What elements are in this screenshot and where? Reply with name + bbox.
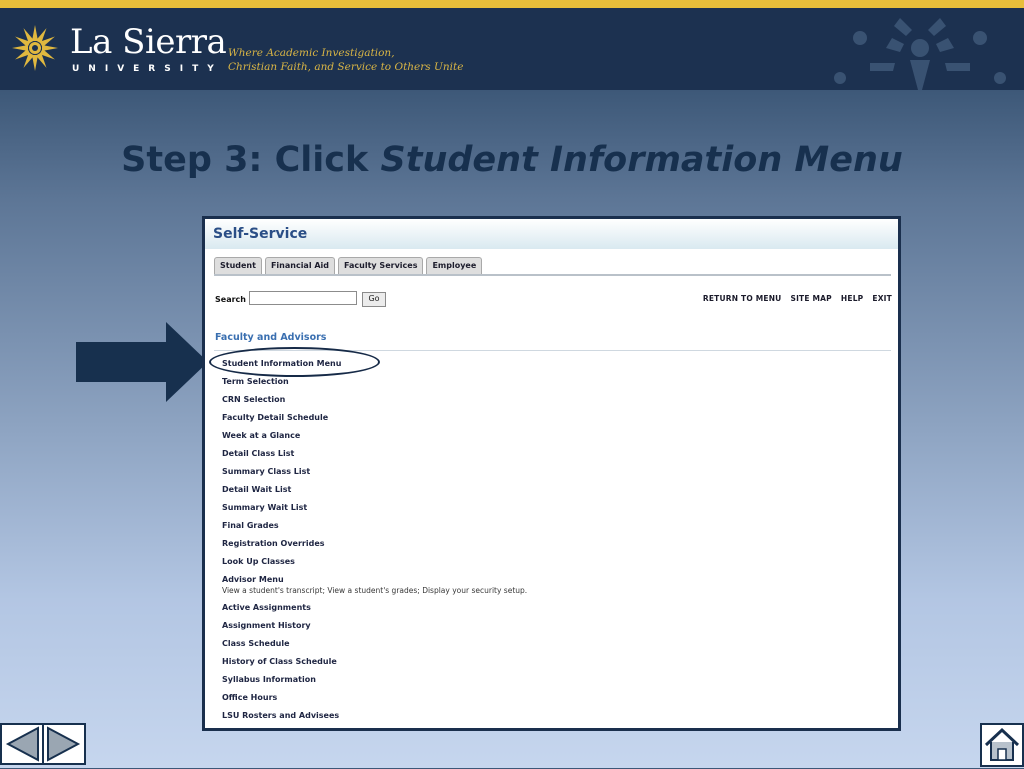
menu-item-history-of-class-schedule[interactable]: History of Class Schedule	[222, 657, 337, 666]
menu-item-lsu-rosters-and-advisees[interactable]: LSU Rosters and Advisees	[222, 711, 340, 720]
self-service-window	[202, 216, 901, 731]
menu-item-detail-wait-list[interactable]: Detail Wait List	[222, 485, 292, 494]
menu-item-final-grades[interactable]: Final Grades	[222, 521, 279, 530]
menu-item-crn-selection[interactable]: CRN Selection	[222, 395, 286, 404]
sunburst-logo-icon	[10, 23, 60, 73]
home-button[interactable]	[980, 723, 1024, 767]
previous-icon[interactable]	[3, 726, 42, 762]
search-label: Search	[215, 295, 246, 304]
tagline-line-1: Where Academic Investigation,	[228, 47, 395, 59]
tab-faculty-services[interactable]: Faculty Services	[338, 257, 423, 274]
menu-item-detail-class-list[interactable]: Detail Class List	[222, 449, 295, 458]
help-link[interactable]: HELP	[840, 294, 864, 303]
decorative-sunburst-icon	[800, 8, 1024, 90]
slide-title	[0, 140, 1024, 180]
university-banner	[0, 8, 1024, 90]
menu-item-assignment-history[interactable]: Assignment History	[222, 621, 311, 630]
tab-employee[interactable]: Employee	[426, 257, 482, 274]
self-service-title: Self-Service	[213, 226, 308, 242]
menu-item-summary-wait-list[interactable]: Summary Wait List	[222, 503, 308, 512]
tagline-line-2: Christian Faith, and Service to Others Unite	[228, 61, 464, 73]
pointer-arrow-icon	[76, 322, 208, 402]
slide-navigation	[0, 723, 86, 765]
top-gold-stripe	[0, 0, 1024, 8]
prev-next-icons	[2, 725, 84, 763]
tab-bar	[214, 257, 482, 275]
self-service-header	[205, 219, 898, 249]
search-input[interactable]	[249, 291, 357, 305]
menu-item-advisor-menu[interactable]: Advisor Menu	[222, 575, 284, 584]
return-to-menu-link[interactable]: RETURN TO MENU	[702, 294, 782, 303]
menu-item-student-information-menu[interactable]: Student Information Menu	[222, 359, 342, 368]
menu-item-term-selection[interactable]: Term Selection	[222, 377, 289, 386]
menu-item-registration-overrides[interactable]: Registration Overrides	[222, 539, 325, 548]
menu-item-summary-class-list[interactable]: Summary Class List	[222, 467, 311, 476]
menu-item-look-up-classes[interactable]: Look Up Classes	[222, 557, 295, 566]
menu-item-faculty-detail-schedule[interactable]: Faculty Detail Schedule	[222, 413, 329, 422]
university-tagline	[228, 46, 463, 74]
slide-title-plain: Step 3: Click	[121, 140, 381, 180]
exit-link[interactable]: EXIT	[872, 294, 892, 303]
go-button[interactable]: Go	[362, 292, 386, 307]
menu-item-week-at-a-glance[interactable]: Week at a Glance	[222, 431, 301, 440]
tab-financial-aid[interactable]: Financial Aid	[265, 257, 335, 274]
tab-underline	[214, 274, 891, 276]
tab-student[interactable]: Student	[214, 257, 262, 274]
section-heading: Faculty and Advisors	[215, 332, 327, 343]
menu-item-office-hours[interactable]: Office Hours	[222, 693, 278, 702]
menu-item-class-schedule[interactable]: Class Schedule	[222, 639, 290, 648]
menu-item-active-assignments[interactable]: Active Assignments	[222, 603, 311, 612]
advisor-menu-description: View a student's transcript; View a student's grades; Display your security setup.	[222, 586, 528, 595]
university-subtitle: UNIVERSITY	[72, 64, 223, 74]
university-name: La Sierra	[70, 22, 227, 62]
slide-title-italic: Student Information Menu	[380, 140, 903, 180]
next-icon[interactable]	[44, 726, 83, 762]
home-icon	[982, 725, 1022, 765]
utility-links	[703, 294, 892, 303]
site-map-link[interactable]: SITE MAP	[790, 294, 832, 303]
highlight-oval	[209, 347, 380, 377]
menu-item-syllabus-information[interactable]: Syllabus Information	[222, 675, 316, 684]
